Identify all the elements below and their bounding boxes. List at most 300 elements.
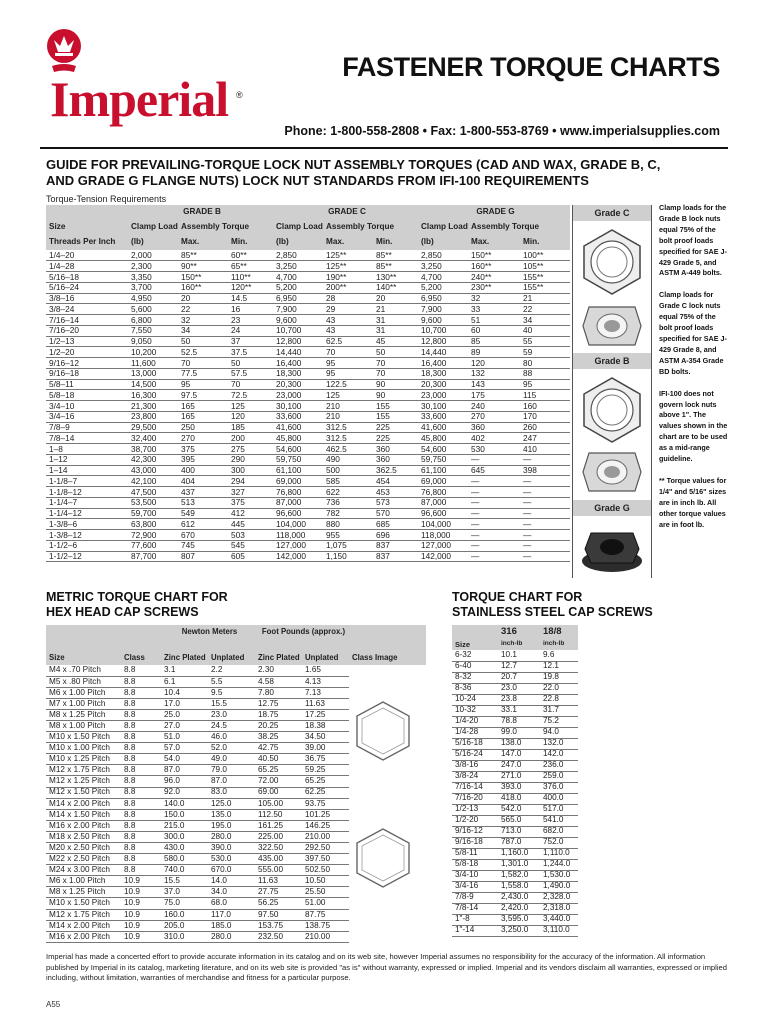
table-cell: 63,800: [128, 519, 178, 530]
table-cell: 454: [373, 476, 418, 487]
table-cell: 23,000: [418, 390, 468, 401]
table-cell: 200**: [323, 282, 373, 293]
table-row: [452, 727, 578, 738]
table-cell: 1/2–20: [46, 347, 128, 358]
table-cell: 18.75: [255, 709, 302, 720]
table-cell: 14,500: [128, 379, 178, 390]
table-cell: 360: [373, 444, 418, 455]
table-cell: 130**: [373, 272, 418, 283]
table-cell: 32: [468, 293, 520, 304]
table-cell: 15.5: [208, 698, 255, 709]
table-row: [46, 390, 570, 401]
table-cell: 4.13: [302, 676, 349, 687]
table-cell: 752.0: [540, 837, 578, 848]
table-row: [452, 848, 578, 859]
table-cell: 22: [178, 304, 228, 315]
table-cell: 142,000: [418, 551, 468, 562]
table-cell: 210: [323, 401, 373, 412]
table-cell: —: [520, 519, 570, 530]
table-cell: —: [520, 530, 570, 541]
table-cell: 5/8-11: [452, 848, 498, 859]
table-row: [452, 661, 578, 672]
table-cell: M12 x 1.75 Pitch: [46, 909, 121, 920]
table-cell: 682.0: [540, 826, 578, 837]
table-row: [46, 358, 570, 369]
grade-c-nut-side-icon: [579, 301, 645, 351]
table-cell: 11,600: [128, 358, 178, 369]
table-cell: 53,500: [128, 497, 178, 508]
table-cell: 62.5: [323, 336, 373, 347]
table-cell: M16 x 2.00 Pitch: [46, 820, 121, 831]
table-cell: 225: [373, 422, 418, 433]
table-cell: 51.0: [161, 732, 208, 743]
table-cell: 118,000: [418, 530, 468, 541]
table-cell: 3,440.0: [540, 914, 578, 925]
class-10-9-bolt-head-icon: [352, 827, 414, 889]
table-cell: 1–14: [46, 465, 128, 476]
table-cell: 736: [323, 497, 373, 508]
table-cell: 2,328.0: [540, 892, 578, 903]
table-cell: 22.8: [540, 694, 578, 705]
table-cell: 125**: [323, 261, 373, 272]
table-cell: M10 x 1.50 Pitch: [46, 898, 121, 909]
table-cell: 310.0: [161, 931, 208, 942]
table-cell: 87,000: [418, 497, 468, 508]
table-cell: 503: [228, 530, 273, 541]
table-cell: M14 x 2.00 Pitch: [46, 920, 121, 931]
grade-g-flange-nut-icon: [579, 519, 645, 575]
table-cell: 122.5: [323, 379, 373, 390]
table-cell: 542.0: [498, 804, 540, 815]
table-cell: 16,300: [128, 390, 178, 401]
table-cell: 10,700: [418, 325, 468, 336]
table-cell: —: [468, 530, 520, 541]
table-cell: 65.25: [255, 765, 302, 776]
table-cell: 6-32: [452, 650, 498, 661]
table-cell: 21,300: [128, 401, 178, 412]
table-cell: 16,400: [418, 358, 468, 369]
table-cell: 5,600: [128, 304, 178, 315]
max-header: Max.: [468, 235, 520, 250]
lock-nut-torque-table: [46, 205, 570, 562]
grade-image-column: [572, 205, 652, 578]
table-cell: —: [520, 476, 570, 487]
table-cell: 955: [323, 530, 373, 541]
table-cell: 8-32: [452, 672, 498, 683]
table-cell: 1,301.0: [498, 859, 540, 870]
table-cell: 138.0: [498, 738, 540, 749]
table-cell: 10.9: [121, 887, 161, 898]
table-cell: M8 x 1.25 Pitch: [46, 709, 121, 720]
page-title: FASTENER TORQUE CHARTS: [342, 52, 720, 82]
unit-316: inch-lb: [498, 639, 540, 650]
torque-tension-label: Torque-Tension Requirements: [46, 194, 167, 204]
table-cell: 195.0: [208, 820, 255, 831]
grade-b-nut-icon: [577, 375, 647, 445]
class-image-cell: [349, 665, 426, 676]
table-cell: 1/2-20: [452, 815, 498, 826]
table-cell: 40: [520, 325, 570, 336]
table-cell: 375: [178, 444, 228, 455]
table-cell: 8.8: [121, 831, 161, 842]
table-cell: M10 x 1.00 Pitch: [46, 743, 121, 754]
table-cell: 685: [373, 519, 418, 530]
table-cell: 112.50: [255, 809, 302, 820]
table-cell: 362.5: [373, 465, 418, 476]
table-row: [46, 787, 426, 798]
metric-column-header-row: [46, 639, 426, 665]
table-cell: 5/8–11: [46, 379, 128, 390]
table-cell: 5,200: [273, 282, 323, 293]
table-cell: 210.00: [302, 931, 349, 942]
table-cell: 4.58: [255, 676, 302, 687]
table-cell: 8.8: [121, 843, 161, 854]
table-row: [46, 315, 570, 326]
table-cell: 3/4-16: [452, 881, 498, 892]
table-cell: —: [468, 508, 520, 519]
table-cell: 782: [323, 508, 373, 519]
newton-zinc-header: Zinc Plated: [161, 639, 208, 665]
table-cell: 7/16–20: [46, 325, 128, 336]
table-cell: 1/4–20: [46, 250, 128, 261]
table-cell: 33,600: [273, 411, 323, 422]
table-cell: 41,600: [418, 422, 468, 433]
table-row: [46, 931, 426, 942]
table-cell: 2,000: [128, 250, 178, 261]
table-cell: 29,500: [128, 422, 178, 433]
table-cell: 37: [228, 336, 273, 347]
table-cell: 8.8: [121, 765, 161, 776]
table-cell: 161.25: [255, 820, 302, 831]
table-cell: 622: [323, 487, 373, 498]
table-cell: 402: [468, 433, 520, 444]
table-cell: 56.25: [255, 898, 302, 909]
table-cell: M12 x 1.75 Pitch: [46, 765, 121, 776]
newton-unplated-header: Unplated: [208, 639, 255, 665]
table-cell: 1,075: [323, 540, 373, 551]
grade-c-label: Grade C: [573, 205, 651, 221]
table-cell: 11.63: [302, 698, 349, 709]
table-cell: 146.25: [302, 820, 349, 831]
table-cell: 7.13: [302, 687, 349, 698]
table-cell: 75.2: [540, 716, 578, 727]
table-cell: 5/8-18: [452, 859, 498, 870]
table-cell: 96.0: [161, 776, 208, 787]
table-cell: 9.6: [540, 650, 578, 661]
table-cell: 95: [323, 358, 373, 369]
table-cell: 404: [178, 476, 228, 487]
table-cell: 500: [323, 465, 373, 476]
table-cell: 9/16-12: [452, 826, 498, 837]
table-cell: 5.5: [208, 676, 255, 687]
table-cell: 52.0: [208, 743, 255, 754]
table-row: [452, 705, 578, 716]
table-cell: 27.75: [255, 887, 302, 898]
table-cell: 70: [178, 358, 228, 369]
table-cell: 8.8: [121, 709, 161, 720]
table-cell: 105**: [520, 261, 570, 272]
table-cell: 3,250: [273, 261, 323, 272]
table-row: [452, 925, 578, 936]
metric-torque-table: [46, 625, 426, 943]
table-cell: 605: [228, 551, 273, 562]
min-header: Min.: [228, 235, 273, 250]
table-cell: 9,050: [128, 336, 178, 347]
table-cell: 5/16-24: [452, 749, 498, 760]
table-cell: 1–12: [46, 454, 128, 465]
table-cell: 96,600: [273, 508, 323, 519]
clamp-load-header-c: Clamp Load: [273, 220, 323, 235]
table-cell: 612: [178, 519, 228, 530]
table-cell: 132: [468, 368, 520, 379]
table-row: [46, 551, 570, 562]
table-cell: 270: [468, 411, 520, 422]
foot-unplated-header: Unplated: [302, 639, 349, 665]
table-row: [46, 325, 570, 336]
table-cell: 2.30: [255, 665, 302, 676]
table-cell: 17.0: [161, 698, 208, 709]
table-cell: 4,950: [128, 293, 178, 304]
table-cell: 42,100: [128, 476, 178, 487]
table-cell: 54,600: [418, 444, 468, 455]
table-cell: 65.25: [302, 776, 349, 787]
table-cell: 7,900: [273, 304, 323, 315]
table-cell: 132.0: [540, 738, 578, 749]
table-cell: 3/4–16: [46, 411, 128, 422]
table-cell: 160.0: [161, 909, 208, 920]
table-cell: 7/8-14: [452, 903, 498, 914]
table-cell: 4,700: [418, 272, 468, 283]
table-cell: —: [520, 487, 570, 498]
table-cell: 1-1/2–12: [46, 551, 128, 562]
table-cell: 3/8–24: [46, 304, 128, 315]
table-cell: 62.25: [302, 787, 349, 798]
table-cell: 215.0: [161, 820, 208, 831]
table-cell: 143: [468, 379, 520, 390]
table-cell: 210.00: [302, 831, 349, 842]
table-cell: 150**: [178, 272, 228, 283]
table-cell: —: [468, 487, 520, 498]
table-cell: 160**: [468, 261, 520, 272]
table-cell: 645: [468, 465, 520, 476]
table-cell: 96,600: [418, 508, 468, 519]
table-row: [452, 716, 578, 727]
table-cell: 4,700: [273, 272, 323, 283]
table-cell: 3,110.0: [540, 925, 578, 936]
table-cell: 8.8: [121, 720, 161, 731]
table-cell: 375: [228, 497, 273, 508]
table-cell: 10.9: [121, 920, 161, 931]
table-cell: 150.0: [161, 809, 208, 820]
grade-c-header: GRADE C: [273, 205, 418, 220]
table-cell: 10.9: [121, 876, 161, 887]
table-cell: 398: [520, 465, 570, 476]
table-cell: 150**: [468, 250, 520, 261]
table-cell: 95: [520, 379, 570, 390]
clamp-load-header-g: Clamp Load: [418, 220, 468, 235]
table-cell: M4 x .70 Pitch: [46, 665, 121, 676]
table-cell: 275: [228, 444, 273, 455]
contact-line: Phone: 1-800-558-2808 • Fax: 1-800-553-8769 • www.imperialsupplies.com: [284, 124, 720, 138]
table-cell: M5 x .80 Pitch: [46, 676, 121, 687]
table-cell: 240**: [468, 272, 520, 283]
table-cell: 400.0: [540, 793, 578, 804]
table-cell: 51.00: [302, 898, 349, 909]
table-row: [452, 672, 578, 683]
table-cell: 880: [323, 519, 373, 530]
table-cell: 87.0: [161, 765, 208, 776]
table-cell: 99.0: [498, 727, 540, 738]
table-cell: 545: [228, 540, 273, 551]
table-cell: M12 x 1.50 Pitch: [46, 787, 121, 798]
table-cell: 7.80: [255, 687, 302, 698]
table-cell: 8.8: [121, 665, 161, 676]
table-cell: 418.0: [498, 793, 540, 804]
table-cell: 2,420.0: [498, 903, 540, 914]
table-cell: 1/4-20: [452, 716, 498, 727]
table-cell: 190**: [323, 272, 373, 283]
table-cell: 8.8: [121, 787, 161, 798]
table-cell: 3,250.0: [498, 925, 540, 936]
table-cell: 89: [468, 347, 520, 358]
table-cell: 155**: [520, 282, 570, 293]
table-cell: M12 x 1.25 Pitch: [46, 776, 121, 787]
table-cell: 23.8: [498, 694, 540, 705]
table-cell: —: [468, 519, 520, 530]
table-cell: 54.0: [161, 754, 208, 765]
table-cell: 3/8-16: [452, 760, 498, 771]
table-cell: 8.8: [121, 820, 161, 831]
table-cell: 147.0: [498, 749, 540, 760]
table-cell: 5/16-18: [452, 738, 498, 749]
class-8-8-bolt-head-icon: [352, 700, 414, 762]
table-cell: 1-1/8–7: [46, 476, 128, 487]
table-cell: 787.0: [498, 837, 540, 848]
table-row: [452, 793, 578, 804]
class-image-cell: [349, 920, 426, 931]
metric-title-line-2: HEX HEAD CAP SCREWS: [46, 605, 199, 619]
note-grade-b: Clamp loads for the Grade B lock nuts equal 75% of the bolt proof loads specified for SAE J-429 Grade 5, and ASTM A-449 bolts.: [659, 203, 727, 278]
table-cell: 230**: [468, 282, 520, 293]
table-cell: —: [520, 454, 570, 465]
table-cell: 28: [323, 293, 373, 304]
table-cell: 200: [228, 433, 273, 444]
table-cell: 87,700: [128, 551, 178, 562]
class-image-cell: [349, 787, 426, 798]
table-cell: 260: [520, 422, 570, 433]
table-cell: 43: [323, 325, 373, 336]
table-cell: 105.00: [255, 798, 302, 809]
table-cell: 120**: [228, 282, 273, 293]
table-cell: 42.75: [255, 743, 302, 754]
table-cell: 225.00: [255, 831, 302, 842]
table-cell: 435.00: [255, 854, 302, 865]
table-cell: 1"-14: [452, 925, 498, 936]
table-cell: 23.0: [498, 683, 540, 694]
table-cell: 412: [228, 508, 273, 519]
table-cell: 95: [323, 368, 373, 379]
table-cell: 6-40: [452, 661, 498, 672]
table-cell: 15.5: [161, 876, 208, 887]
table-row: [46, 272, 570, 283]
class-image-cell: [349, 687, 426, 698]
table-cell: 50: [228, 358, 273, 369]
table-cell: 740.0: [161, 865, 208, 876]
table-cell: 1-1/2–6: [46, 540, 128, 551]
table-cell: 23.0: [208, 709, 255, 720]
class-image-cell: [349, 898, 426, 909]
table-cell: 2,850: [418, 250, 468, 261]
table-row: [46, 487, 570, 498]
table-cell: 395: [178, 454, 228, 465]
table-cell: 88: [520, 368, 570, 379]
table-cell: 87.75: [302, 909, 349, 920]
table-cell: 30,100: [273, 401, 323, 412]
class-image-cell: [349, 931, 426, 942]
table-cell: 259.0: [540, 771, 578, 782]
table-cell: 16,400: [273, 358, 323, 369]
brand-wordmark: Imperial: [50, 71, 229, 127]
table-cell: 165: [178, 401, 228, 412]
table-cell: 7/8–9: [46, 422, 128, 433]
table-cell: 14,440: [273, 347, 323, 358]
table-cell: 170: [520, 411, 570, 422]
table-cell: 83.0: [208, 787, 255, 798]
table-row: [452, 650, 578, 661]
table-cell: 745: [178, 540, 228, 551]
table-row: [452, 881, 578, 892]
table-cell: —: [468, 540, 520, 551]
table-cell: 185: [228, 422, 273, 433]
table-cell: 100**: [520, 250, 570, 261]
table-cell: 90**: [178, 261, 228, 272]
table-row: [46, 497, 570, 508]
table-cell: 20.25: [255, 720, 302, 731]
table-cell: 250: [178, 422, 228, 433]
table-row: [46, 433, 570, 444]
grade-c-nut-icon: [577, 227, 647, 297]
class-image-header: Class Image: [349, 639, 426, 665]
table-cell: 1/4–28: [46, 261, 128, 272]
table-cell: 1-1/8–12: [46, 487, 128, 498]
table-cell: 225: [373, 433, 418, 444]
table-cell: 9/16–12: [46, 358, 128, 369]
table-cell: 160: [520, 401, 570, 412]
table-cell: M7 x 1.00 Pitch: [46, 698, 121, 709]
table-cell: 160**: [178, 282, 228, 293]
table-cell: 30,100: [418, 401, 468, 412]
table-cell: 10-32: [452, 705, 498, 716]
table-cell: 32: [178, 315, 228, 326]
table-cell: 59,750: [418, 454, 468, 465]
table-cell: 10.9: [121, 909, 161, 920]
lb-header: (lb): [418, 235, 468, 250]
table-cell: 22.0: [540, 683, 578, 694]
table-cell: 120: [228, 411, 273, 422]
table-cell: —: [520, 540, 570, 551]
table-cell: —: [468, 497, 520, 508]
table-cell: 6,950: [418, 293, 468, 304]
table-cell: 59,700: [128, 508, 178, 519]
note-ifi-100: IFI-100 does not govern lock nuts above 1". The values shown in the chart are to be used as a mid-range guideline.: [659, 388, 728, 464]
table-row: [452, 683, 578, 694]
table-row: [452, 694, 578, 705]
table-cell: 240: [468, 401, 520, 412]
table-row: [452, 837, 578, 848]
table-cell: 95: [178, 379, 228, 390]
table-row: [46, 282, 570, 293]
table-cell: 1"-8: [452, 914, 498, 925]
